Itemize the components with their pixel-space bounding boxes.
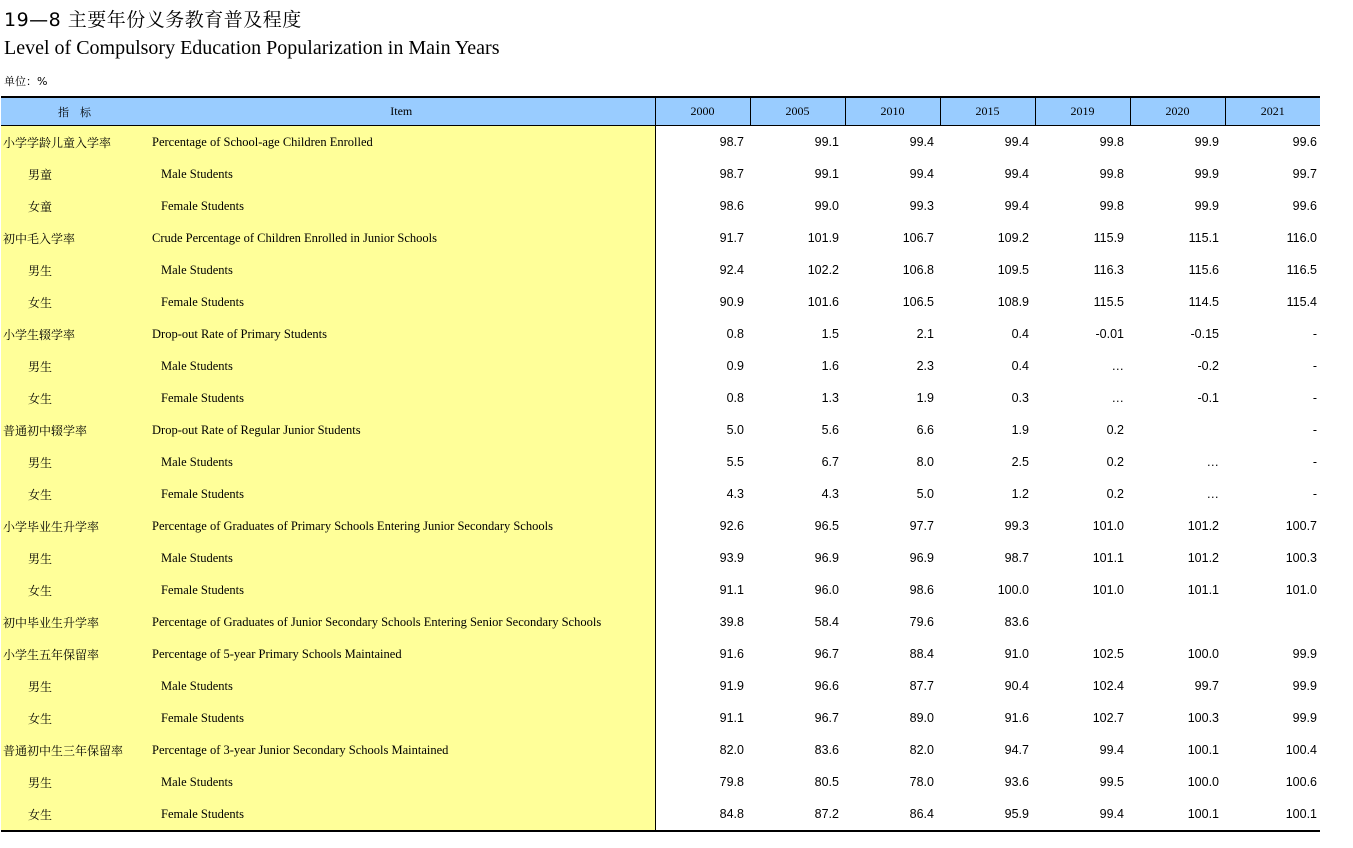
value-cell: 8.0: [916, 455, 934, 469]
value-cell: -0.1: [1197, 391, 1219, 405]
table-row: [1, 126, 1320, 159]
value-cell: 115.9: [1093, 231, 1124, 245]
value-cell: 100.4: [1285, 743, 1317, 757]
table-row: [1, 766, 1320, 798]
table-row: [1, 158, 1320, 190]
value-cell: 99.6: [1292, 199, 1317, 213]
value-cell: 2.3: [916, 359, 934, 373]
value-cell: 82.0: [909, 743, 934, 757]
value-cell: 101.9: [807, 231, 839, 245]
value-cell: 99.7: [1292, 167, 1317, 181]
row-label-en: Female Students: [148, 286, 655, 318]
row-label-cn: 男生: [1, 670, 148, 702]
value-cell: 91.6: [1004, 711, 1029, 725]
value-cell: 5.6: [821, 423, 839, 437]
value-cell: 0.4: [1011, 359, 1029, 373]
value-cell: 101.1: [1092, 551, 1124, 565]
value-cell: 84.8: [719, 807, 744, 821]
value-cell: 0.2: [1106, 455, 1124, 469]
value-cell: 99.1: [814, 167, 839, 181]
table-title-en: Level of Compulsory Education Popularization in Main Years: [4, 37, 500, 59]
value-cell: 88.4: [909, 647, 934, 661]
value-cell: 108.9: [997, 295, 1029, 309]
header-year: 2010: [845, 97, 940, 126]
value-cell: 100.1: [1187, 807, 1219, 821]
value-cell: 91.1: [719, 711, 744, 725]
value-cell: 92.4: [719, 263, 744, 277]
header-indicator-cn: 指 标: [1, 97, 148, 126]
value-cell: 0.8: [726, 327, 744, 341]
value-cell: 96.0: [814, 583, 839, 597]
row-label-en: Percentage of 5-year Primary Schools Maintained: [148, 638, 655, 670]
value-cell: [1130, 606, 1225, 638]
value-cell: 98.7: [719, 135, 744, 149]
value-cell: 0.3: [1011, 391, 1029, 405]
value-cell: 99.8: [1099, 199, 1124, 213]
value-cell: 102.2: [807, 263, 839, 277]
value-cell: 99.3: [1004, 519, 1029, 533]
value-cell: 100.0: [1187, 775, 1219, 789]
value-cell: 96.7: [814, 711, 839, 725]
value-cell: 100.1: [1187, 743, 1219, 757]
value-cell: 96.6: [814, 679, 839, 693]
value-cell: 102.5: [1092, 647, 1124, 661]
value-cell: 114.5: [1188, 295, 1219, 309]
row-label-cn: 男生: [1, 254, 148, 286]
row-label-en: Drop-out Rate of Primary Students: [148, 318, 655, 350]
value-cell: …: [1206, 455, 1219, 469]
value-cell: 98.6: [909, 583, 934, 597]
value-cell: 99.4: [1099, 807, 1124, 821]
table-row: [1, 222, 1320, 254]
value-cell: 99.9: [1194, 199, 1219, 213]
value-cell: 95.9: [1004, 807, 1029, 821]
value-cell: 109.2: [997, 231, 1029, 245]
value-cell: …: [1206, 487, 1219, 501]
value-cell: -: [1312, 455, 1317, 469]
table-row: [1, 190, 1320, 222]
row-label-cn: 小学生五年保留率: [1, 638, 148, 670]
row-label-cn: 男生: [1, 446, 148, 478]
table-row: [1, 478, 1320, 510]
value-cell: 99.9: [1194, 167, 1219, 181]
value-cell: 4.3: [821, 487, 839, 501]
table-body: [1, 126, 1320, 832]
value-cell: 100.0: [997, 583, 1029, 597]
value-cell: [1130, 414, 1225, 446]
value-cell: 98.7: [1004, 551, 1029, 565]
value-cell: 96.9: [814, 551, 839, 565]
value-cell: 99.4: [1099, 743, 1124, 757]
row-label-en: Female Students: [148, 798, 655, 831]
row-label-cn: 女生: [1, 478, 148, 510]
value-cell: 99.4: [909, 135, 934, 149]
value-cell: 5.5: [726, 455, 744, 469]
value-cell: 83.6: [1004, 615, 1029, 629]
value-cell: 91.9: [719, 679, 744, 693]
value-cell: 87.7: [909, 679, 934, 693]
value-cell: 100.1: [1285, 807, 1317, 821]
value-cell: -0.15: [1190, 327, 1219, 341]
value-cell: 39.8: [719, 615, 744, 629]
row-label-en: Male Students: [148, 766, 655, 798]
row-label-en: Male Students: [148, 350, 655, 382]
value-cell: -0.01: [1095, 327, 1124, 341]
row-label-cn: 小学学龄儿童入学率: [1, 126, 148, 159]
value-cell: 91.6: [719, 647, 744, 661]
table-row: [1, 254, 1320, 286]
value-cell: 99.4: [1004, 167, 1029, 181]
value-cell: 78.0: [909, 775, 934, 789]
value-cell: 100.0: [1187, 647, 1219, 661]
header-year: 2020: [1130, 97, 1225, 126]
table-row: [1, 382, 1320, 414]
header-item-en: Item: [148, 97, 655, 126]
value-cell: 89.0: [909, 711, 934, 725]
value-cell: 96.9: [909, 551, 934, 565]
value-cell: 0.2: [1106, 423, 1124, 437]
value-cell: -: [1312, 487, 1317, 501]
value-cell: 94.7: [1004, 743, 1029, 757]
value-cell: 100.6: [1285, 775, 1317, 789]
value-cell: 100.7: [1285, 519, 1317, 533]
row-label-en: Male Students: [148, 542, 655, 574]
header-row: [1, 97, 1320, 126]
value-cell: 91.1: [719, 583, 744, 597]
value-cell: 83.6: [814, 743, 839, 757]
value-cell: 91.7: [719, 231, 744, 245]
table-row: [1, 510, 1320, 542]
header-year: 2021: [1225, 97, 1320, 126]
value-cell: 1.6: [821, 359, 839, 373]
value-cell: [1035, 606, 1130, 638]
table-row: [1, 638, 1320, 670]
header-year: 2005: [750, 97, 845, 126]
row-label-cn: 小学毕业生升学率: [1, 510, 148, 542]
value-cell: -: [1312, 423, 1317, 437]
value-cell: 100.3: [1285, 551, 1317, 565]
row-label-cn: 普通初中辍学率: [1, 414, 148, 446]
row-label-cn: 初中毛入学率: [1, 222, 148, 254]
value-cell: 101.2: [1187, 551, 1219, 565]
value-cell: 1.2: [1011, 487, 1029, 501]
value-cell: 99.9: [1292, 711, 1317, 725]
header-year: 2019: [1035, 97, 1130, 126]
value-cell: 5.0: [726, 423, 744, 437]
value-cell: 101.1: [1187, 583, 1219, 597]
value-cell: 100.3: [1187, 711, 1219, 725]
value-cell: 102.4: [1092, 679, 1124, 693]
row-label-cn: 男生: [1, 766, 148, 798]
row-label-cn: 小学生辍学率: [1, 318, 148, 350]
value-cell: 101.2: [1187, 519, 1219, 533]
value-cell: 0.2: [1106, 487, 1124, 501]
value-cell: …: [1111, 359, 1124, 373]
row-label-cn: 女童: [1, 190, 148, 222]
value-cell: -: [1312, 391, 1317, 405]
row-label-en: Male Students: [148, 670, 655, 702]
value-cell: 93.6: [1004, 775, 1029, 789]
value-cell: 91.0: [1004, 647, 1029, 661]
value-cell: 1.5: [821, 327, 839, 341]
value-cell: 6.7: [821, 455, 839, 469]
table-title-cn: 19—8 主要年份义务教育普及程度: [4, 9, 302, 31]
row-label-cn: 男童: [1, 158, 148, 190]
value-cell: 99.1: [814, 135, 839, 149]
table-row: [1, 542, 1320, 574]
value-cell: 101.0: [1285, 583, 1317, 597]
value-cell: -: [1312, 359, 1317, 373]
value-cell: 99.5: [1099, 775, 1124, 789]
value-cell: 0.9: [726, 359, 744, 373]
value-cell: 4.3: [726, 487, 744, 501]
value-cell: 109.5: [997, 263, 1029, 277]
value-cell: 99.8: [1099, 167, 1124, 181]
row-label-en: Male Students: [148, 254, 655, 286]
value-cell: 5.0: [916, 487, 934, 501]
value-cell: …: [1111, 391, 1124, 405]
value-cell: 87.2: [814, 807, 839, 821]
row-label-cn: 女生: [1, 286, 148, 318]
row-label-cn: 初中毕业生升学率: [1, 606, 148, 638]
table-row: [1, 798, 1320, 831]
value-cell: 80.5: [814, 775, 839, 789]
value-cell: 102.7: [1092, 711, 1124, 725]
value-cell: 86.4: [909, 807, 934, 821]
value-cell: 99.9: [1292, 647, 1317, 661]
value-cell: 92.6: [719, 519, 744, 533]
value-cell: 101.0: [1092, 583, 1124, 597]
table-row: [1, 606, 1320, 638]
value-cell: 93.9: [719, 551, 744, 565]
value-cell: 99.0: [814, 199, 839, 213]
value-cell: 101.6: [807, 295, 839, 309]
header-year: 2000: [655, 97, 750, 126]
row-label-cn: 男生: [1, 542, 148, 574]
value-cell: 116.0: [1286, 231, 1317, 245]
row-label-en: Percentage of Graduates of Junior Secondary Schools Entering Senior Secondary Schools: [148, 606, 655, 638]
value-cell: 99.9: [1194, 135, 1219, 149]
row-label-en: Male Students: [148, 158, 655, 190]
table-row: [1, 318, 1320, 350]
value-cell: 106.5: [902, 295, 934, 309]
value-cell: 116.3: [1093, 263, 1124, 277]
table-row: [1, 350, 1320, 382]
statistics-table: [1, 96, 1320, 832]
row-label-cn: 普通初中生三年保留率: [1, 734, 148, 766]
row-label-en: Female Students: [148, 382, 655, 414]
value-cell: 97.7: [909, 519, 934, 533]
value-cell: 96.7: [814, 647, 839, 661]
value-cell: 99.4: [1004, 199, 1029, 213]
value-cell: 116.5: [1286, 263, 1317, 277]
value-cell: 115.5: [1093, 295, 1124, 309]
value-cell: 79.8: [719, 775, 744, 789]
table-row: [1, 670, 1320, 702]
value-cell: 98.7: [719, 167, 744, 181]
row-label-en: Male Students: [148, 446, 655, 478]
table-row: [1, 446, 1320, 478]
row-label-en: Percentage of School-age Children Enrolled: [148, 126, 655, 159]
value-cell: 0.4: [1011, 327, 1029, 341]
row-label-cn: 女生: [1, 702, 148, 734]
row-label-cn: 女生: [1, 574, 148, 606]
value-cell: [1225, 606, 1320, 638]
value-cell: 96.5: [814, 519, 839, 533]
value-cell: 2.5: [1011, 455, 1029, 469]
value-cell: 58.4: [814, 615, 839, 629]
row-label-en: Drop-out Rate of Regular Junior Students: [148, 414, 655, 446]
table-row: [1, 734, 1320, 766]
value-cell: 99.3: [909, 199, 934, 213]
row-label-en: Female Students: [148, 702, 655, 734]
value-cell: 98.6: [719, 199, 744, 213]
value-cell: 1.9: [916, 391, 934, 405]
value-cell: 115.4: [1286, 295, 1317, 309]
value-cell: -0.2: [1197, 359, 1219, 373]
table-row: [1, 414, 1320, 446]
value-cell: 1.3: [821, 391, 839, 405]
value-cell: 90.9: [719, 295, 744, 309]
row-label-en: Percentage of 3-year Junior Secondary Schools Maintained: [148, 734, 655, 766]
table-row: [1, 702, 1320, 734]
value-cell: 115.6: [1188, 263, 1219, 277]
value-cell: 115.1: [1188, 231, 1219, 245]
header-year: 2015: [940, 97, 1035, 126]
value-cell: 82.0: [719, 743, 744, 757]
value-cell: 2.1: [916, 327, 934, 341]
value-cell: 99.6: [1292, 135, 1317, 149]
value-cell: 106.8: [902, 263, 934, 277]
row-label-en: Crude Percentage of Children Enrolled in Junior Schools: [148, 222, 655, 254]
value-cell: 79.6: [909, 615, 934, 629]
row-label-cn: 女生: [1, 798, 148, 831]
value-cell: 0.8: [726, 391, 744, 405]
row-label-en: Percentage of Graduates of Primary Schools Entering Junior Secondary Schools: [148, 510, 655, 542]
row-label-cn: 男生: [1, 350, 148, 382]
value-cell: 99.9: [1292, 679, 1317, 693]
unit-label: 单位：%: [4, 75, 48, 88]
table-row: [1, 574, 1320, 606]
value-cell: 6.6: [916, 423, 934, 437]
value-cell: 101.0: [1092, 519, 1124, 533]
value-cell: 99.4: [909, 167, 934, 181]
value-cell: 99.4: [1004, 135, 1029, 149]
row-label-cn: 女生: [1, 382, 148, 414]
value-cell: 99.8: [1099, 135, 1124, 149]
row-label-en: Female Students: [148, 574, 655, 606]
value-cell: -: [1312, 327, 1317, 341]
value-cell: 90.4: [1004, 679, 1029, 693]
value-cell: 99.7: [1194, 679, 1219, 693]
value-cell: 1.9: [1011, 423, 1029, 437]
table-row: [1, 286, 1320, 318]
value-cell: 106.7: [902, 231, 934, 245]
row-label-en: Female Students: [148, 478, 655, 510]
row-label-en: Female Students: [148, 190, 655, 222]
